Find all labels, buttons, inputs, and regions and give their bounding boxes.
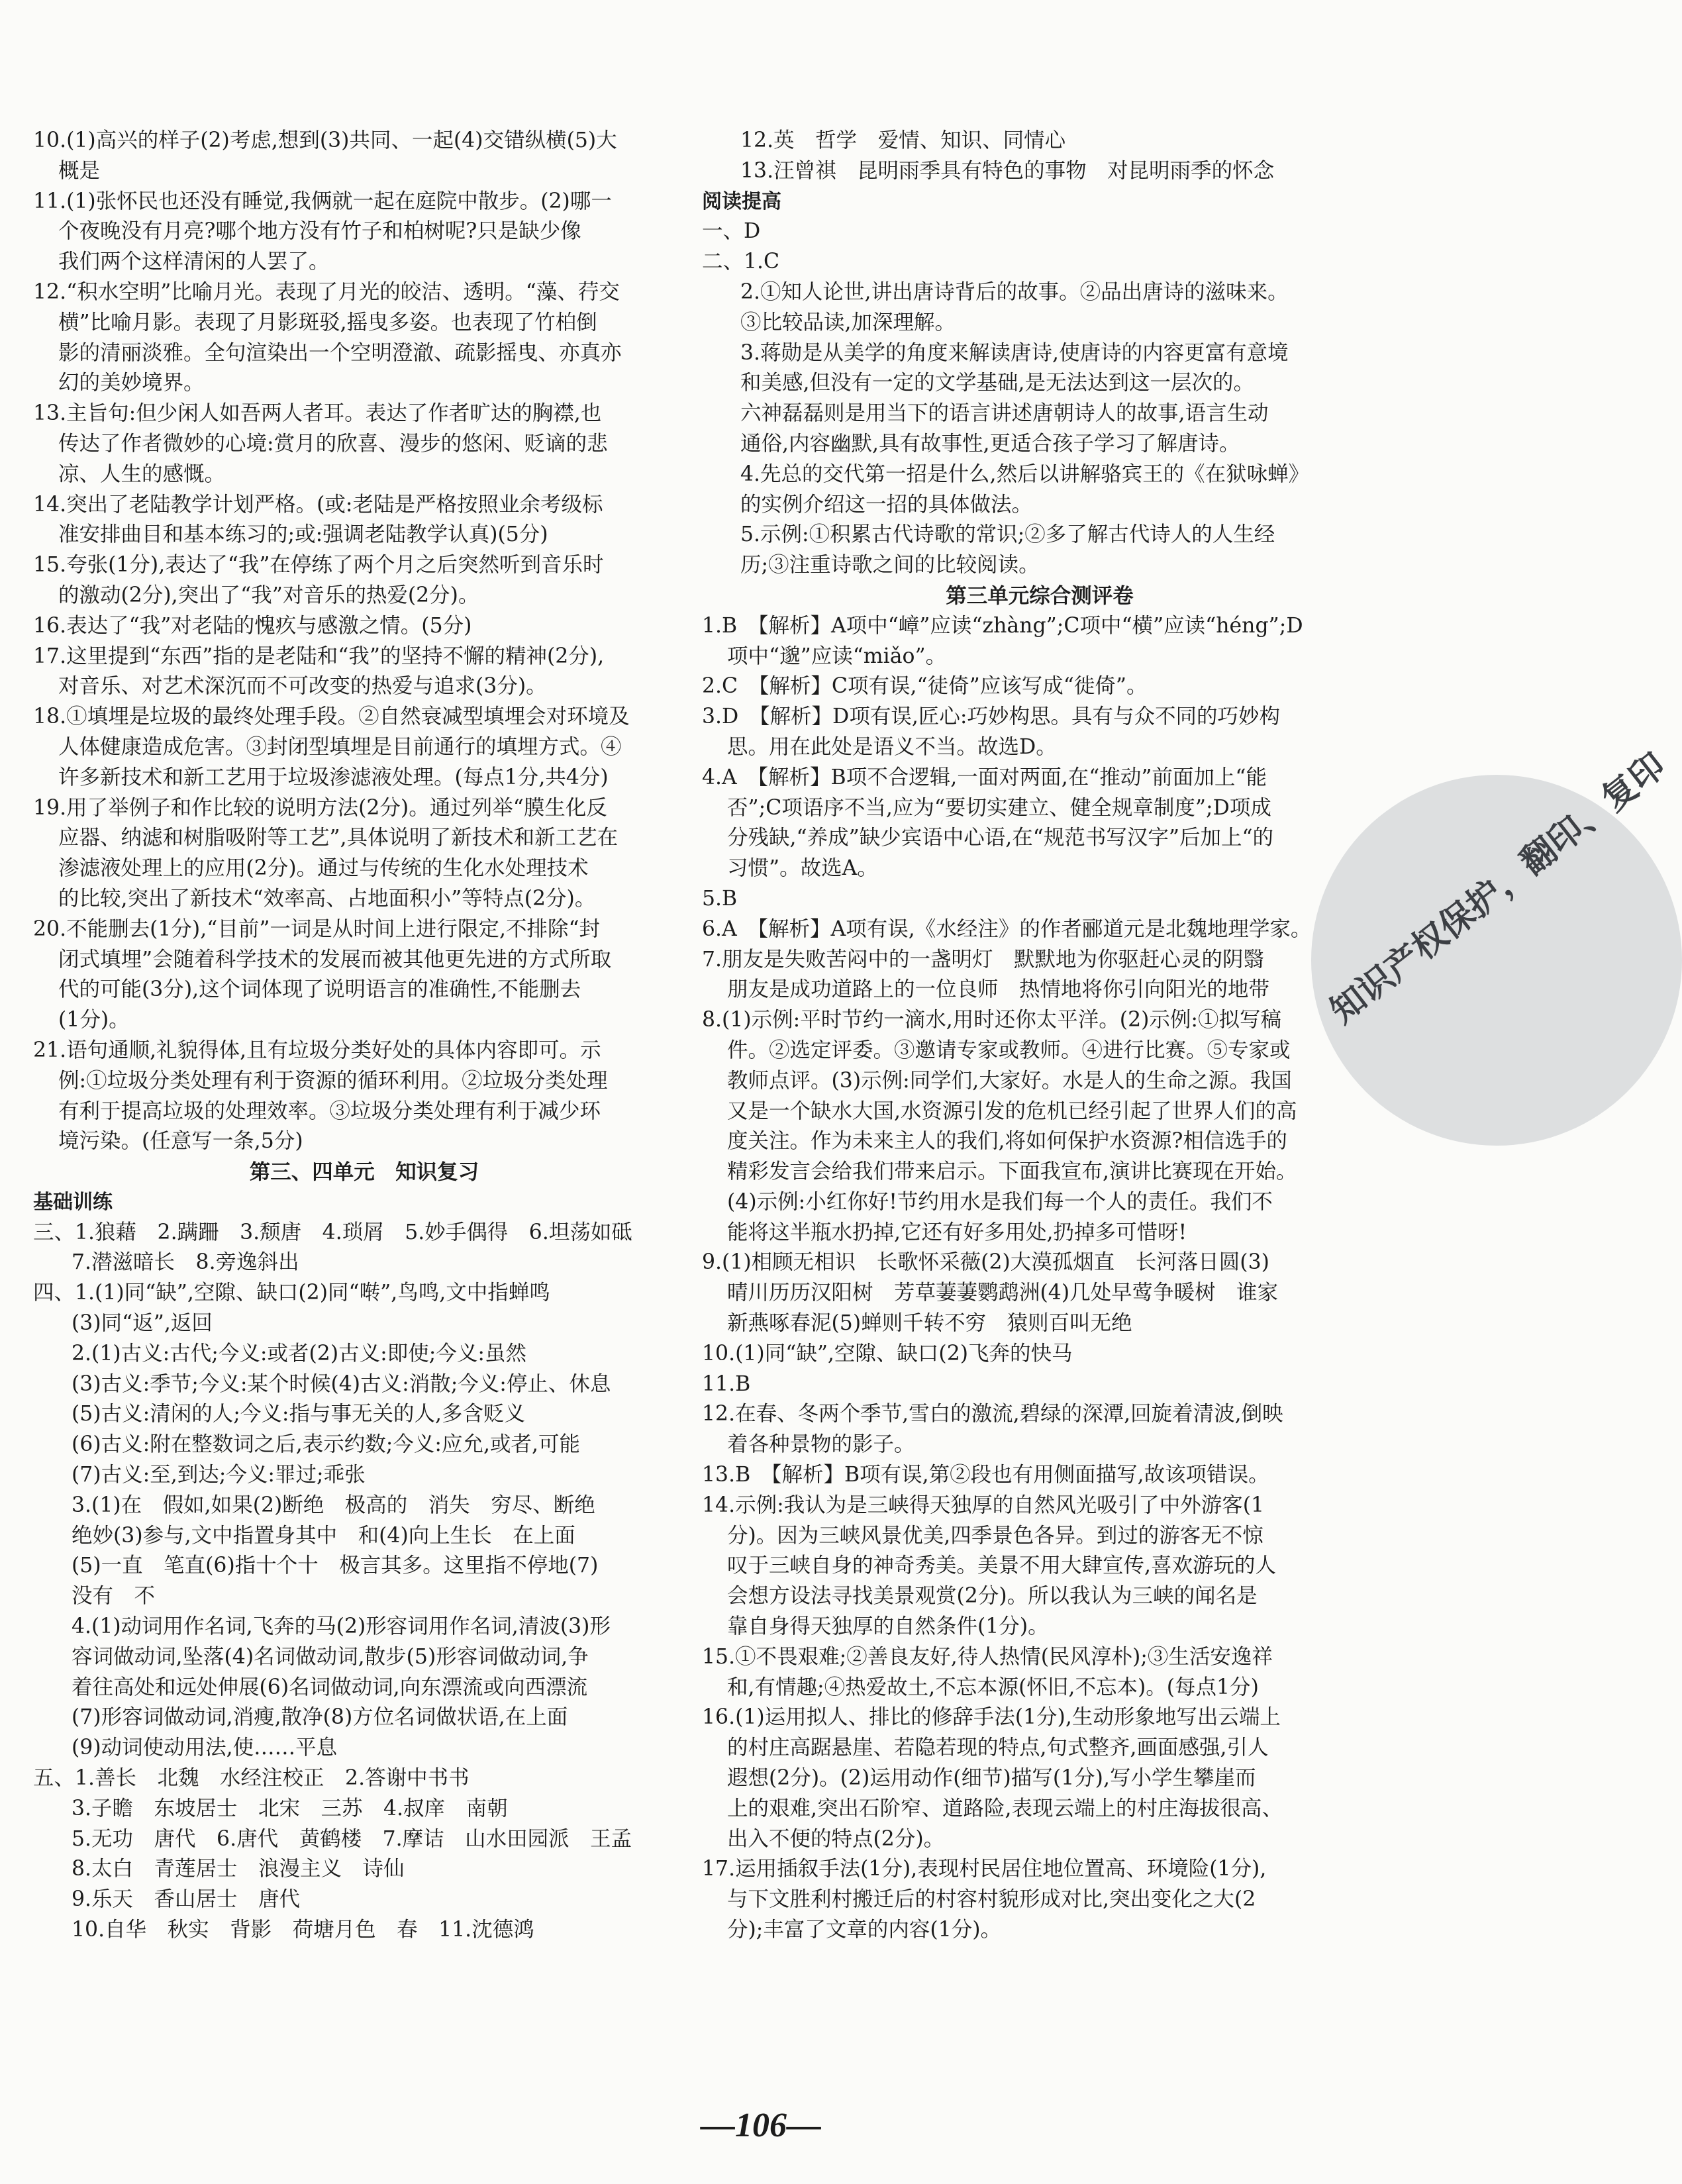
text-line: 四、1.(1)同“缺”,空隙、缺口(2)同“啭”,鸟鸣,文中指蝉鸣	[33, 1281, 550, 1305]
text-line: 历;③注重诗歌之间的比较阅读。	[740, 553, 1040, 577]
text-line: 例:①垃圾分类处理有利于资源的循环利用。②垃圾分类处理	[58, 1068, 608, 1093]
text-line: 件。②选定评委。③邀请专家或教师。④进行比赛。⑤专家或	[727, 1038, 1291, 1062]
text-line: 绝妙(3)参与,文中指置身其中 和(4)向上生长 在上面	[72, 1523, 575, 1548]
left-column	[33, 126, 695, 1946]
text-line: 思。用在此处是语义不当。故选D。	[727, 734, 1057, 759]
text-line: 习惯”。故选A。	[727, 856, 878, 881]
text-line: 8.太白 青莲居士 浪漫主义 诗仙	[72, 1857, 405, 1881]
text-line: 概是	[58, 158, 101, 183]
text-line: 和,有情趣;④热爱故土,不忘本源(怀旧,不忘本)。(每点1分)	[727, 1675, 1259, 1699]
text-line: 10.(1)同“缺”,空隙、缺口(2)飞奔的快马	[702, 1341, 1073, 1365]
text-line: 13.B 【解析】B项有误,第②段也有用侧面描写,故该项错误。	[702, 1463, 1269, 1487]
text-line: 3.D 【解析】D项有误,匠心:巧妙构思。具有与众不同的巧妙构	[702, 705, 1280, 729]
section-title: 第三单元综合测评卷	[946, 583, 1134, 608]
text-line: 朋友是成功道路上的一位良师 热情地将你引向阳光的地带	[727, 977, 1270, 1002]
text-line: 的比较,突出了新技术“效率高、占地面积小”等特点(2分)。	[58, 886, 596, 911]
text-line: 4.先总的交代第一招是什么,然后以讲解骆宾王的《在狱咏蝉》	[740, 462, 1310, 486]
page-number: —106—	[701, 2107, 821, 2144]
text-line: 4.A 【解析】B项不合逻辑,一面对两面,在“推动”前面加上“能	[702, 765, 1267, 789]
text-line: (7)古义:至,到达;今义:罪过;乖张	[72, 1463, 366, 1487]
text-line: 教师点评。(3)示例:同学们,大家好。水是人的生命之源。我国	[727, 1068, 1292, 1093]
text-line: 有利于提高垃圾的处理效率。③垃圾分类处理有利于减少环	[58, 1099, 601, 1123]
text-line: 三、1.狼藉 2.蹒跚 3.颓唐 4.琐屑 5.妙手偶得 6.坦荡如砥	[33, 1220, 632, 1244]
text-line: 遐想(2分)。(2)运用动作(细节)描写(1分),写小学生攀崖而	[727, 1766, 1256, 1791]
text-line: 2.C 【解析】C项有误,“徒倚”应该写成“徙倚”。	[702, 674, 1148, 699]
text-line: 五、1.善长 北魏 水经注校正 2.答谢中书书	[33, 1766, 470, 1791]
text-line: (9)动词使动用法,使……平息	[72, 1736, 338, 1760]
text-line: 六神磊磊则是用当下的语言讲述唐朝诗人的故事,语言生动	[740, 401, 1269, 426]
text-line: 项中“邈”应读“miǎo”。	[727, 644, 947, 668]
text-line: 12.在春、冬两个季节,雪白的激流,碧绿的深潭,回旋着清波,倒映	[702, 1402, 1283, 1426]
text-line: 15.夸张(1分),表达了“我”在停练了两个月之后突然听到音乐时	[33, 553, 604, 577]
text-line: (6)古义:附在整数词之后,表示约数;今义:应允,或者,可能	[72, 1432, 580, 1457]
text-line: 个夜晚没有月亮?哪个地方没有竹子和柏树呢?只是缺少像	[58, 219, 581, 244]
text-line: 精彩发言会给我们带来启示。下面我宣布,演讲比赛现在开始。	[727, 1160, 1297, 1184]
text-line: 16.(1)运用拟人、排比的修辞手法(1分),生动形象地写出云端上	[702, 1705, 1281, 1730]
text-line: 靠自身得天独厚的自然条件(1分)。	[727, 1614, 1049, 1639]
text-line: 与下文胜利村搬迁后的村容村貌形成对比,突出变化之大(2	[727, 1887, 1256, 1912]
text-line: 13.主旨句:但少闲人如吾两人者耳。表达了作者旷达的胸襟,也	[33, 401, 602, 426]
text-line: 14.示例:我认为是三峡得天独厚的自然风光吸引了中外游客(1	[702, 1493, 1265, 1517]
text-line: 13.汪曾祺 昆明雨季具有特色的事物 对昆明雨季的怀念	[740, 158, 1275, 183]
text-line: 19.用了举例子和作比较的说明方法(2分)。通过列举“膜生化反	[33, 795, 607, 820]
text-line: 3.子瞻 东坡居士 北宋 三苏 4.叔庠 南朝	[72, 1796, 508, 1820]
text-line: 11.B	[702, 1371, 751, 1396]
text-line: 又是一个缺水大国,水资源引发的危机已经引起了世界人们的高	[727, 1099, 1297, 1123]
text-line: 没有 不	[72, 1584, 156, 1609]
text-line: (3)古义:季节;今义:某个时候(4)古义:消散;今义:停止、休息	[72, 1371, 611, 1396]
text-line: 着往高处和远处伸展(6)名词做动词,向东漂流或向西漂流	[72, 1675, 588, 1699]
text-line: 11.(1)张怀民也还没有睡觉,我俩就一起在庭院中散步。(2)哪一	[33, 189, 612, 213]
text-line: 一、D	[702, 219, 761, 244]
text-line: 9.(1)相顾无相识 长歌怀采薇(2)大漠孤烟直 长河落日圆(3)	[702, 1250, 1269, 1275]
text-line: 5.无功 唐代 6.唐代 黄鹤楼 7.摩诘 山水田园派 王孟	[72, 1826, 632, 1851]
text-line: 幻的美妙境界。	[58, 371, 205, 395]
text-line: 9.乐天 香山居士 唐代	[72, 1887, 301, 1912]
text-line: 3.(1)在 假如,如果(2)断绝 极高的 消失 穷尽、断绝	[72, 1493, 595, 1517]
text-line: 3.蒋勋是从美学的角度来解读唐诗,使唐诗的内容更富有意境	[740, 340, 1289, 365]
section-title: 第三、四单元 知识复习	[249, 1160, 479, 1185]
text-line: 21.语句通顺,礼貌得体,且有垃圾分类好处的具体内容即可。示	[33, 1038, 601, 1062]
text-line: 新燕啄春泥(5)蝉则千转不穷 猿则百叫无绝	[727, 1311, 1132, 1336]
text-line: 通俗,内容幽默,具有故事性,更适合孩子学习了解唐诗。	[740, 431, 1240, 456]
text-line: 分);丰富了文章的内容(1分)。	[727, 1918, 1002, 1942]
text-line: 的实例介绍这一招的具体做法。	[740, 492, 1033, 517]
text-line: 2.(1)古义:古代;今义:或者(2)古义:即使;今义:虽然	[72, 1341, 526, 1365]
text-line: ③比较品读,加深理解。	[740, 310, 956, 334]
text-line: (3)同“返”,返回	[72, 1311, 213, 1336]
text-line: 会想方设法寻找美景观赏(2分)。所以我认为三峡的闻名是	[727, 1584, 1258, 1609]
text-line: 14.突出了老陆教学计划严格。(或:老陆是严格按照业余考级标	[33, 492, 603, 517]
text-line: 晴川历历汉阳树 芳草萋萋鹦鹉洲(4)几处早莺争暖树 谁家	[727, 1281, 1279, 1305]
text-line: 能将这半瓶水扔掉,它还有好多用处,扔掉多可惜呀!	[727, 1220, 1187, 1244]
text-line: 10.自华 秋实 背影 荷塘月色 春 11.沈德鸿	[72, 1918, 534, 1942]
text-line: (4)示例:小红你好!节约用水是我们每一个人的责任。我们不	[727, 1189, 1273, 1214]
text-line: 8.(1)示例:平时节约一滴水,用时还你太平洋。(2)示例:①拟写稿	[702, 1008, 1282, 1032]
text-line: 叹于三峡自身的神奇秀美。美景不用大肆宣传,喜欢游玩的人	[727, 1554, 1277, 1578]
text-line: 许多新技术和新工艺用于垃圾渗滤液处理。(每点1分,共4分)	[58, 765, 609, 789]
text-line: 容词做动词,坠落(4)名词做动词,散步(5)形容词做动词,争	[72, 1644, 589, 1669]
text-line: 2.①知人论世,讲出唐诗背后的故事。②品出唐诗的滋味来。	[740, 279, 1289, 304]
text-line: 否”;C项语序不当,应为“要切实建立、健全规章制度”;D项成	[727, 795, 1271, 820]
text-line: 18.①填埋是垃圾的最终处理手段。②自然衰减型填埋会对环境及	[33, 705, 630, 729]
text-line: 17.运用插叙手法(1分),表现村民居住地位置高、环境险(1分),	[702, 1857, 1267, 1881]
section-heading: 基础训练	[33, 1190, 113, 1214]
text-line: 着各种景物的影子。	[727, 1432, 915, 1457]
text-line: 上的艰难,突出石阶窄、道路险,表现云端上的村庄海拔很高、	[727, 1796, 1283, 1820]
text-line: 5.B	[702, 886, 738, 911]
text-line: 闭式填埋”会随着科学技术的发展而被其他更先进的方式所取	[58, 947, 612, 971]
text-line: 分)。因为三峡风景优美,四季景色各异。到过的游客无不惊	[727, 1523, 1263, 1548]
text-line: (7)形容词做动词,消瘦,散净(8)方位名词做状语,在上面	[72, 1705, 568, 1730]
text-line: 16.表达了“我”对老陆的愧疚与感激之情。(5分)	[33, 613, 472, 638]
text-line: 20.不能删去(1分),“目前”一词是从时间上进行限定,不排除“封	[33, 917, 601, 941]
text-line: 人体健康造成危害。③封闭型填埋是目前通行的填埋方式。④	[58, 734, 622, 759]
text-line: 1.B 【解析】A项中“嶂”应读“zhàng”;C项中“横”应读“héng”;D	[702, 613, 1303, 638]
text-line: 10.(1)高兴的样子(2)考虑,想到(3)共同、一起(4)交错纵横(5)大	[33, 128, 617, 152]
text-line: 6.A 【解析】A项有误,《水经注》的作者郦道元是北魏地理学家。	[702, 917, 1312, 941]
text-line: (5)一直 笔直(6)指十个十 极言其多。这里指不停地(7)	[72, 1554, 599, 1578]
right-column	[702, 126, 1377, 1946]
section-heading: 阅读提高	[702, 189, 781, 213]
text-line: 分残缺,“养成”缺少宾语中心语,在“规范书写汉字”后加上“的	[727, 826, 1274, 850]
text-line: 17.这里提到“东西”指的是老陆和“我”的坚持不懈的精神(2分),	[33, 644, 605, 668]
text-line: 15.①不畏艰难;②善良友好,待人热情(民风淳朴);③生活安逸祥	[702, 1644, 1273, 1669]
text-line: 对音乐、对艺术深沉而不可改变的热爱与追求(3分)。	[58, 674, 547, 699]
text-line: 凉、人生的感慨。	[58, 462, 226, 486]
text-line: 12.英 哲学 爱情、知识、同情心	[740, 128, 1066, 152]
text-line: 7.朋友是失败苦闷中的一盏明灯 默默地为你驱赶心灵的阴翳	[702, 947, 1265, 971]
text-line: 影的清丽淡雅。全句渲染出一个空明澄澈、疏影摇曳、亦真亦	[58, 340, 622, 365]
text-line: (5)古义:清闲的人;今义:指与事无关的人,多含贬义	[72, 1402, 525, 1426]
text-line: 境污染。(任意写一条,5分)	[58, 1129, 303, 1154]
text-line: 4.(1)动词用作名词,飞奔的马(2)形容词用作名词,清波(3)形	[72, 1614, 611, 1639]
text-line: (1分)。	[58, 1008, 130, 1032]
text-line: 出入不便的特点(2分)。	[727, 1826, 945, 1851]
text-line: 应器、纳滤和树脂吸附等工艺”,具体说明了新技术和新工艺在	[58, 826, 618, 850]
text-line: 12.“积水空明”比喻月光。表现了月光的皎洁、透明。“藻、荇交	[33, 279, 620, 304]
text-line: 的村庄高踞悬崖、若隐若现的特点,句式整齐,画面感强,引人	[727, 1736, 1269, 1760]
text-line: 度关注。作为未来主人的我们,将如何保护水资源?相信选手的	[727, 1129, 1287, 1154]
text-line: 二、1.C	[702, 250, 780, 274]
copyright-seal-text: 知识产权保护，翻印、复印	[1323, 746, 1673, 1032]
text-line: 我们两个这样清闲的人罢了。	[58, 250, 330, 274]
text-line: 7.潜滋暗长 8.旁逸斜出	[72, 1250, 299, 1275]
text-line: 5.示例:①积累古代诗歌的常识;②多了解古代诗人的人生经	[740, 522, 1275, 547]
text-line: 横”比喻月影。表现了月影斑驳,摇曳多姿。也表现了竹柏倒	[58, 310, 597, 334]
text-line: 代的可能(3分),这个词体现了说明语言的准确性,不能删去	[58, 977, 581, 1002]
text-line: 和美感,但没有一定的文学基础,是无法达到这一层次的。	[740, 371, 1255, 395]
text-line: 准安排曲目和基本练习的;或:强调老陆教学认真)(5分)	[58, 522, 548, 547]
text-line: 渗滤液处理上的应用(2分)。通过与传统的生化水处理技术	[58, 856, 589, 881]
text-line: 的激动(2分),突出了“我”对音乐的热爱(2分)。	[58, 583, 479, 607]
text-line: 传达了作者微妙的心境:赏月的欣喜、漫步的悠闲、贬谪的悲	[58, 431, 608, 456]
